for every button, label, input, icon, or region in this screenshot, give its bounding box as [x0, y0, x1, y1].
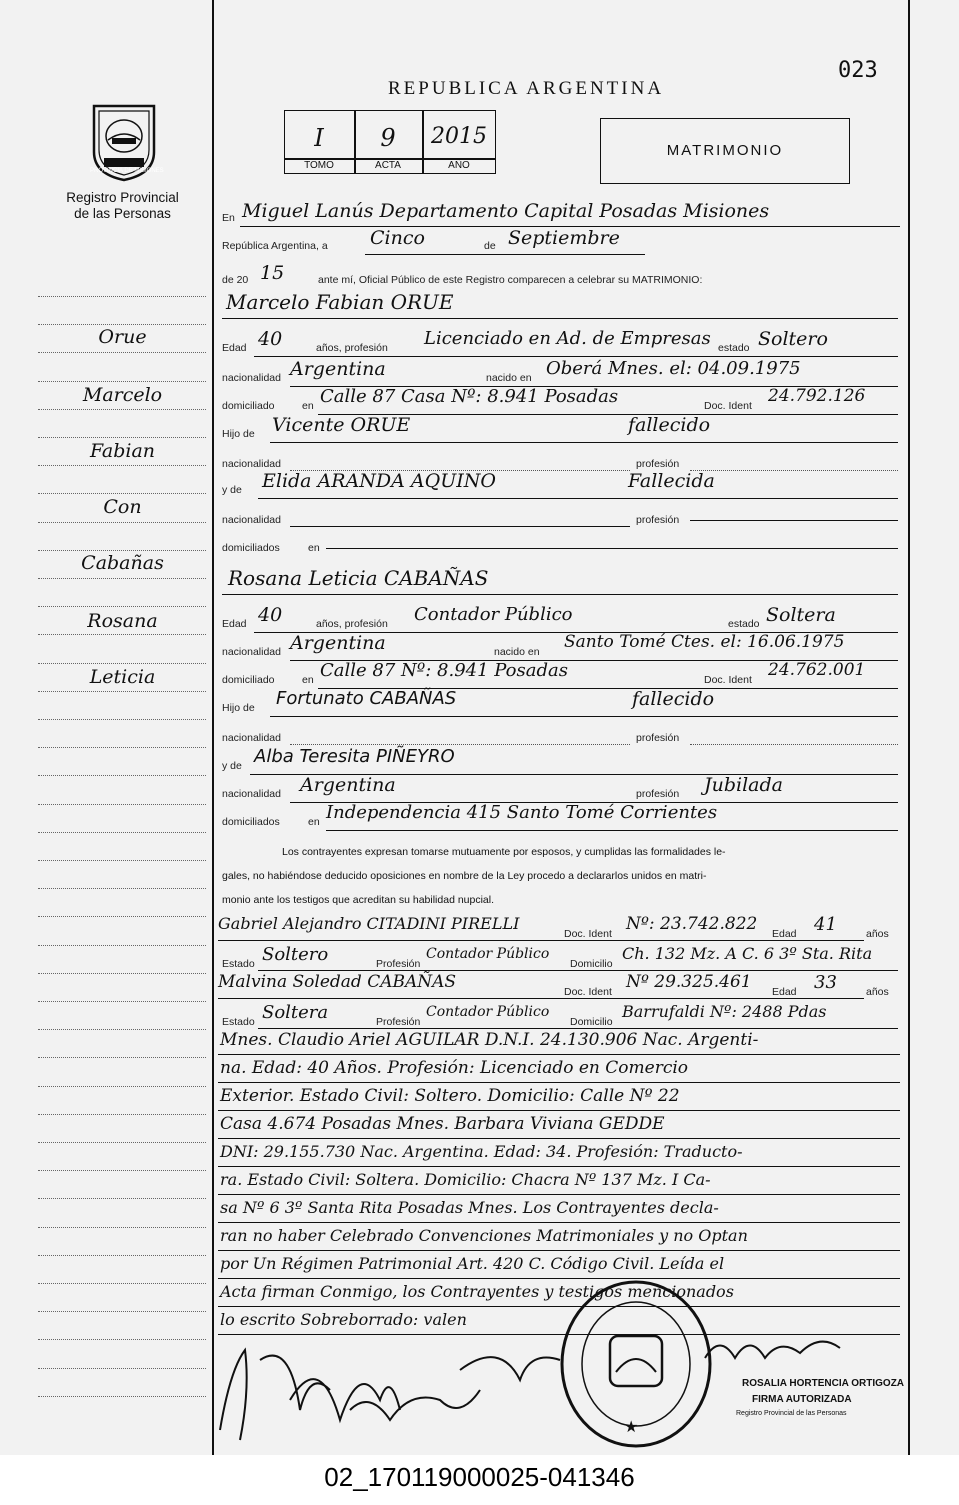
- witness1-age: 41: [814, 914, 837, 935]
- label-nacionalidad: nacionalidad: [222, 788, 281, 800]
- margin-line: [38, 663, 206, 664]
- label-estado: Estado: [222, 958, 255, 970]
- tomo-label: TOMO: [304, 160, 334, 171]
- groom-mother-note: Fallecida: [628, 470, 715, 492]
- acta-label: ACTA: [375, 160, 401, 171]
- margin-line: [38, 437, 206, 438]
- marriage-day: Cinco: [370, 227, 425, 249]
- bride-doc: 24.762.001: [768, 660, 866, 680]
- bride-mother: Alba Teresita PIÑEYRO: [254, 746, 455, 767]
- margin-line: [38, 1057, 206, 1058]
- footer-id: 02_170119000025-041346: [0, 1455, 959, 1505]
- margin-name: Leticia: [89, 666, 156, 688]
- place: Miguel Lanús Departamento Capital Posadas Misiones: [242, 200, 770, 222]
- label-profesion: años, profesión: [316, 342, 388, 354]
- margin-line: [38, 1227, 206, 1228]
- margin-line: [38, 1029, 206, 1030]
- note-underline: [218, 1082, 900, 1083]
- margin-name: Marcelo: [82, 384, 163, 406]
- margin-rule-right: [908, 0, 910, 1455]
- bride-father: Fortunato CABAÑAS: [276, 688, 457, 709]
- label-estado: Estado: [222, 1016, 255, 1028]
- margin-line: [38, 522, 206, 523]
- witness1-address: Ch. 132 Mz. A C. 6 3º Sta. Rita: [622, 944, 873, 963]
- label-estado: estado: [728, 618, 760, 630]
- groom-doc: 24.792.126: [768, 386, 866, 406]
- margin-line: [38, 973, 206, 974]
- label-nacionalidad: nacionalidad: [222, 458, 281, 470]
- label-estado: estado: [718, 342, 750, 354]
- stamp-name: ROSALIA HORTENCIA ORTIGOZA: [742, 1378, 905, 1389]
- acta-value: 9: [380, 124, 396, 152]
- note-underline: [218, 1054, 900, 1055]
- label-hijo: Hijo de: [222, 702, 255, 714]
- label-nacionalidad: nacionalidad: [222, 646, 281, 658]
- margin-line: [38, 324, 206, 325]
- margin-line: [38, 352, 206, 353]
- witness2-name: Malvina Soledad CABAÑAS: [218, 972, 457, 992]
- margin-name: Fabian: [89, 440, 156, 462]
- note-line: Acta firman Conmigo, los Contrayentes y testigos mencionados: [220, 1282, 734, 1301]
- margin-line: [38, 888, 206, 889]
- margin-line: [38, 1001, 206, 1002]
- svg-text:★: ★: [624, 1417, 639, 1436]
- margin-line: [38, 832, 206, 833]
- seal-text: [564, 1290, 565, 1291]
- margin-name: Con: [103, 496, 142, 518]
- margin-line: [38, 945, 206, 946]
- logo-caption: PROVINCIA DE MISIONES: [90, 168, 164, 174]
- label-nacionalidad: nacionalidad: [222, 514, 281, 526]
- margin-line: [38, 1339, 206, 1340]
- official-seal: [556, 1276, 716, 1452]
- note-line: ran no haber Celebrado Convenciones Matrimoniales y no Optan: [220, 1226, 748, 1245]
- folio-number: 023: [838, 58, 878, 83]
- label-republica: República Argentina, a: [222, 240, 328, 252]
- groom-age: 40: [258, 328, 283, 350]
- margin-line: [38, 409, 206, 410]
- note-line: lo escrito Sobreborrado: valen: [220, 1310, 467, 1329]
- label-domiciliado: domiciliado: [222, 674, 275, 686]
- witness1-profession: Contador Público: [426, 946, 550, 962]
- bride-status: Soltera: [766, 604, 836, 626]
- label-de: de: [484, 240, 496, 252]
- margin-rule-left: [212, 0, 214, 1455]
- bride-father-note: fallecido: [632, 688, 715, 710]
- anio-value: 2015: [431, 124, 487, 149]
- label-nacido: nacido en: [486, 372, 532, 384]
- stamp-office: Registro Provincial de las Personas: [736, 1410, 847, 1417]
- bride-profession: Contador Público: [414, 604, 573, 625]
- label-domicilio: Domicilio: [570, 958, 613, 970]
- margin-line: [38, 1396, 206, 1397]
- note-line: ra. Estado Civil: Soltera. Domicilio: Chacra Nº 137 Mz. I Ca-: [220, 1170, 711, 1189]
- tomo-value: I: [314, 124, 324, 152]
- margin-line: [38, 1368, 206, 1369]
- label-en3: en: [308, 816, 320, 828]
- label-edad: Edad: [772, 986, 797, 998]
- margin-line: [38, 1086, 206, 1087]
- label-en2: en: [302, 674, 314, 686]
- label-edad: Edad: [772, 928, 797, 940]
- note-underline: [218, 1250, 900, 1251]
- witness2-profession: Contador Público: [426, 1004, 550, 1020]
- margin-line: [38, 1170, 206, 1171]
- record-type: MATRIMONIO: [666, 142, 784, 159]
- label-yde: y de: [222, 484, 242, 496]
- margin-line: [38, 1198, 206, 1199]
- label-domiciliados: domiciliados: [222, 816, 280, 828]
- note-line: na. Edad: 40 Años. Profesión: Licenciado en Comercio: [220, 1058, 689, 1078]
- official-signature: [700, 1328, 850, 1373]
- margin-line: [38, 1114, 206, 1115]
- bride-nationality: Argentina: [290, 632, 386, 654]
- witness1-name: Gabriel Alejandro CITADINI PIRELLI: [218, 914, 520, 933]
- margin-line: [38, 860, 206, 861]
- margin-line: [38, 465, 206, 466]
- margin-line: [38, 719, 206, 720]
- margin-line: [38, 634, 206, 635]
- groom-birth: Oberá Mnes. el: 04.09.1975: [546, 358, 801, 379]
- label-profesion: Profesión: [376, 958, 421, 970]
- label-year: de 20: [222, 274, 249, 286]
- groom-father-note: fallecido: [628, 414, 711, 436]
- label-profesion: Profesión: [376, 1016, 421, 1028]
- label-edad: Edad: [222, 618, 247, 630]
- label-profesion: profesión: [636, 458, 680, 470]
- margin-line: [38, 691, 206, 692]
- groom-name: Marcelo Fabian ORUE: [226, 290, 454, 314]
- label-nacionalidad: nacionalidad: [222, 732, 281, 744]
- margin-name: Cabañas: [81, 552, 164, 574]
- label-en3: en: [308, 542, 320, 554]
- margin-line: [38, 1142, 206, 1143]
- bride-age: 40: [258, 604, 283, 626]
- margin-name: Rosana: [87, 610, 158, 632]
- declaration-line: Los contrayentes expresan tomarse mutuamente por esposos, y cumplidas las formalidades le-: [282, 846, 726, 858]
- margin-line: [38, 916, 206, 917]
- margin-line: [38, 550, 206, 551]
- label-edad: Edad: [222, 342, 247, 354]
- marriage-month: Septiembre: [508, 227, 620, 249]
- witness2-age: 33: [814, 972, 837, 993]
- witness2-doc: Nº 29.325.461: [626, 972, 752, 992]
- label-doc: Doc. Ident: [704, 400, 752, 412]
- margin-line: [38, 606, 206, 607]
- note-line: Exterior. Estado Civil: Soltero. Domicilio: Calle Nº 22: [220, 1086, 680, 1106]
- groom-status: Soltero: [758, 328, 828, 350]
- bride-parents-address: Independencia 415 Santo Tomé Corrientes: [326, 802, 718, 823]
- witness2-status: Soltera: [262, 1002, 329, 1023]
- label-profesion: profesión: [636, 514, 680, 526]
- note-underline: [218, 1222, 900, 1223]
- note-underline: [218, 1110, 900, 1111]
- margin-line: [38, 747, 206, 748]
- groom-address: Calle 87 Casa Nº: 8.941 Posadas: [320, 386, 619, 407]
- note-line: Mnes. Claudio Ariel AGUILAR D.N.I. 24.130.906 Nac. Argenti-: [220, 1030, 759, 1050]
- bride-name: Rosana Leticia CABAÑAS: [228, 566, 489, 590]
- label-nacionalidad: nacionalidad: [222, 372, 281, 384]
- label-doc-ident: Doc. Ident: [564, 928, 612, 940]
- label-domiciliado: domiciliado: [222, 400, 275, 412]
- witness1-doc: Nº: 23.742.822: [626, 914, 758, 934]
- anio-label: AÑO: [448, 160, 470, 171]
- witness1-status: Soltero: [262, 944, 329, 965]
- note-underline: [218, 1194, 900, 1195]
- margin-line: [38, 1311, 206, 1312]
- margin-line: [38, 1255, 206, 1256]
- note-line: Casa 4.674 Posadas Mnes. Barbara Viviana GEDDE: [220, 1114, 665, 1134]
- margin-line: [38, 775, 206, 776]
- margin-line: [38, 381, 206, 382]
- bride-mother-profession: Jubilada: [704, 774, 783, 796]
- note-line: por Un Régimen Patrimonial Art. 420 C. Código Civil. Leída el: [220, 1254, 725, 1273]
- note-underline: [218, 1138, 900, 1139]
- bride-birth: Santo Tomé Ctes. el: 16.06.1975: [564, 632, 845, 652]
- margin-name: Orue: [98, 326, 147, 348]
- label-profesion: profesión: [636, 732, 680, 744]
- label-profesion: profesión: [636, 788, 680, 800]
- groom-profession: Licenciado en Ad. de Empresas: [424, 328, 711, 349]
- groom-mother: Elida ARANDA AQUINO: [262, 470, 496, 492]
- label-hijo: Hijo de: [222, 428, 255, 440]
- note-line: sa Nº 6 3º Santa Rita Posadas Mnes. Los Contrayentes decla-: [220, 1198, 719, 1217]
- label-doc-ident: Doc. Ident: [564, 986, 612, 998]
- registry-name: Registro Provincial de las Personas: [66, 190, 179, 221]
- bride-mother-nationality: Argentina: [300, 774, 396, 796]
- note-underline: [218, 1166, 900, 1167]
- margin-line: [38, 493, 206, 494]
- margin-line: [38, 1283, 206, 1284]
- label-domiciliados: domiciliados: [222, 542, 280, 554]
- margin-line: [38, 804, 206, 805]
- label-domicilio: Domicilio: [570, 1016, 613, 1028]
- label-doc: Doc. Ident: [704, 674, 752, 686]
- label-nacido: nacido en: [494, 646, 540, 658]
- label-profesion: años, profesión: [316, 618, 388, 630]
- declaration-line: gales, no habiéndose deducido oposiciones en nombre de la Ley procedo a declararlos unidos en matri-: [222, 870, 707, 882]
- label-anios: años: [866, 928, 889, 940]
- appearance-text: ante mí, Oficial Público de este Registro comparecen a celebrar su MATRIMONIO:: [318, 274, 703, 286]
- label-yde: y de: [222, 760, 242, 772]
- declaration-line: monio ante los testigos que acreditan su habilidad nupcial.: [222, 894, 495, 906]
- note-line: DNI: 29.155.730 Nac. Argentina. Edad: 34. Profesión: Traducto-: [220, 1142, 743, 1161]
- label-anios: años: [866, 986, 889, 998]
- witness2-address: Barrufaldi Nº: 2488 Pdas: [622, 1002, 827, 1021]
- marriage-year-suffix: 15: [260, 262, 285, 284]
- label-en2: en: [302, 400, 314, 412]
- groom-father: Vicente ORUE: [272, 414, 411, 436]
- groom-nationality: Argentina: [290, 358, 386, 380]
- margin-line: [38, 578, 206, 579]
- label-en: En: [222, 212, 235, 224]
- stamp-title: FIRMA AUTORIZADA: [752, 1394, 852, 1405]
- margin-line: [38, 296, 206, 297]
- country-title: REPUBLICA ARGENTINA: [388, 78, 665, 99]
- bride-address: Calle 87 Nº: 8.941 Posadas: [320, 660, 568, 681]
